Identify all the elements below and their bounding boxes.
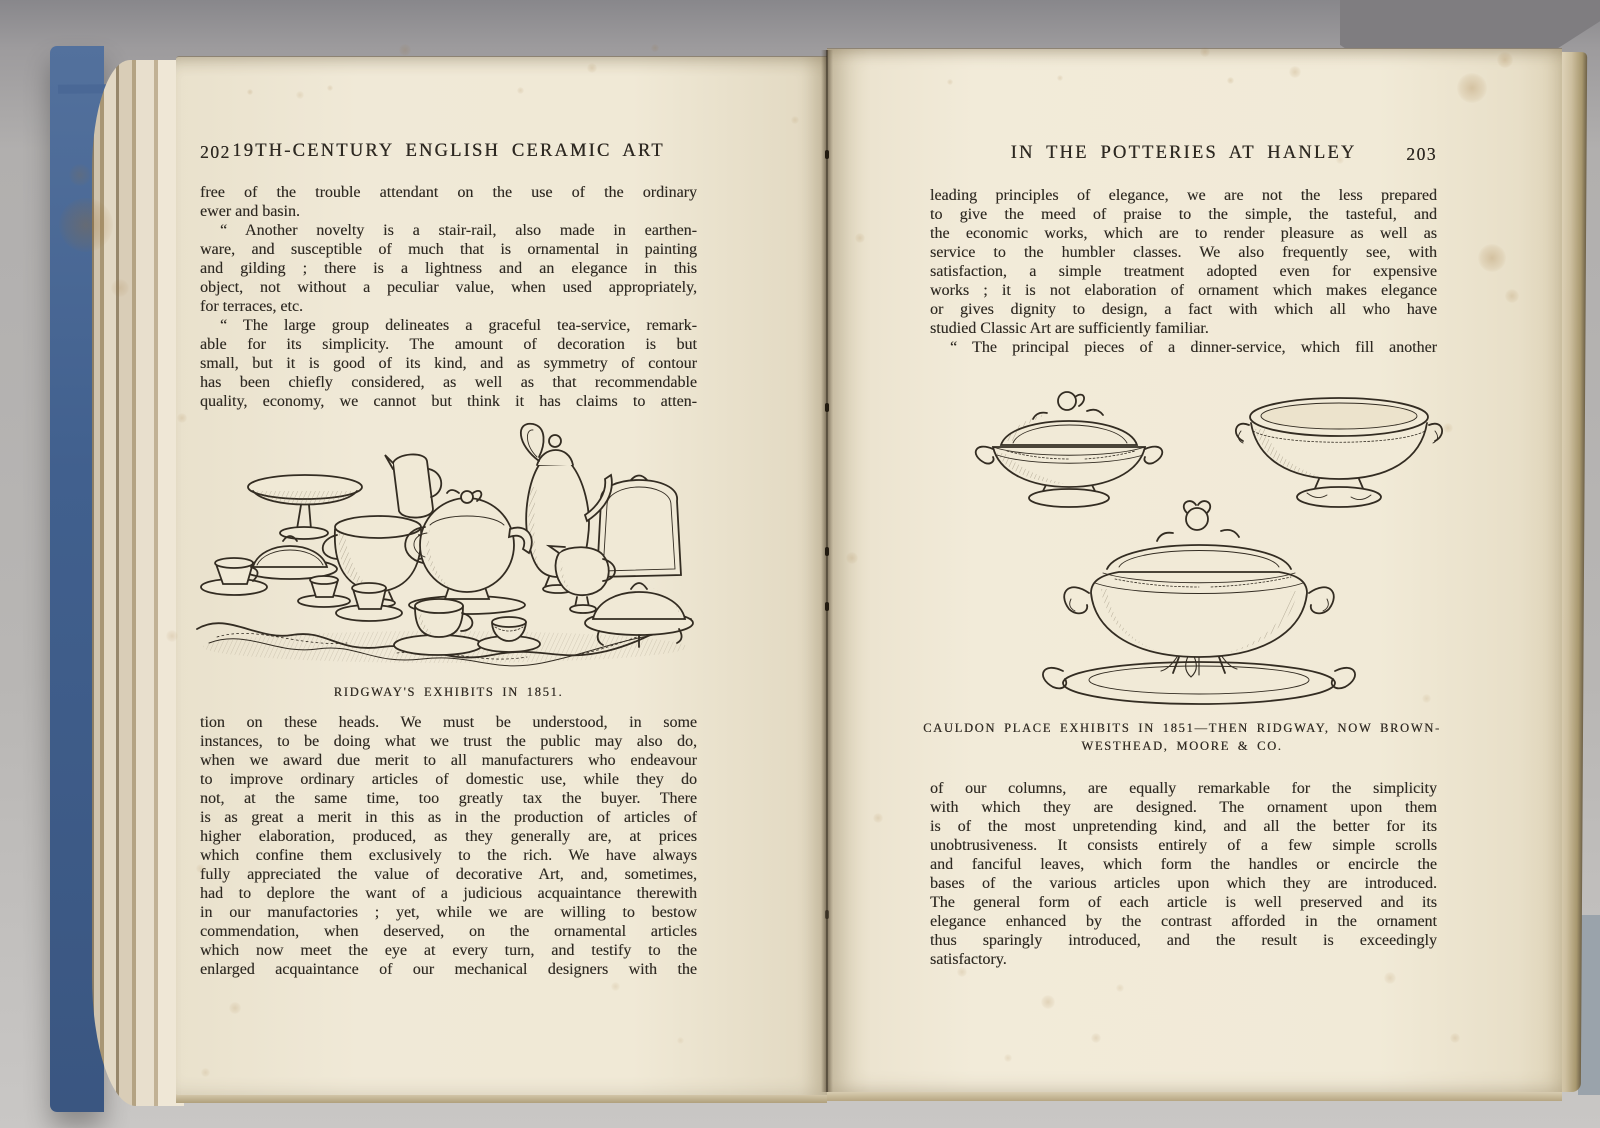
- text-line: enlarged acquaintance of our mechanical designers with the: [200, 961, 697, 978]
- covered-tureen: [976, 392, 1163, 507]
- foxing-spot: [517, 87, 524, 94]
- open-bowl: [1236, 398, 1442, 507]
- stitch-mark: [825, 403, 829, 412]
- text-line: leading principles of elegance, we are not the less prepared: [930, 187, 1437, 204]
- text-line: and fanciful leaves, which form the handles or encircle the: [930, 856, 1437, 873]
- text-line: The general form of each article is well preserved and its: [930, 894, 1437, 911]
- text-line: is as great a merit in this as in the production of articles of: [200, 809, 697, 826]
- cream-pitcher: [385, 454, 441, 517]
- left-page-title: 19TH-CENTURY ENGLISH CERAMIC ART: [232, 141, 665, 161]
- text-line: of our columns, are equally remarkable for the simplicity: [930, 780, 1437, 797]
- foxing-spot: [327, 85, 333, 91]
- text-line: service to the humbler classes. We also frequently see, with: [930, 244, 1437, 261]
- foxing-spot: [873, 813, 883, 823]
- foxing-spot: [296, 91, 304, 99]
- text-line: bases of the various articles upon which they are introduced.: [930, 875, 1437, 892]
- stitch-mark: [825, 547, 829, 556]
- text-line: and gilding ; there is a lightness and an elegance in this: [200, 260, 697, 277]
- foxing-spot: [957, 967, 967, 977]
- foxing-spot: [611, 982, 620, 991]
- left-page-header: [200, 141, 697, 165]
- text-line: fully appreciated the value of decorative Art, and, sometimes,: [200, 866, 697, 883]
- foxing-spot: [1227, 77, 1234, 84]
- left-page-bottom-edge: [176, 1094, 827, 1103]
- right-illustration-caption-line2: WESTHEAD, MOORE & CO.: [1081, 739, 1283, 753]
- foxing-spot: [111, 279, 129, 297]
- foxing-spot: [947, 79, 953, 85]
- tea-service-illustration: [187, 417, 702, 679]
- foxing-spot: [855, 233, 865, 243]
- right-page-title: IN THE POTTERIES AT HANLEY: [1010, 143, 1357, 163]
- large-tureen: [1043, 501, 1355, 704]
- foxing-spot: [1457, 73, 1487, 103]
- stitch-mark: [825, 602, 829, 611]
- paragraph: [200, 316, 697, 411]
- foxing-spot: [1200, 47, 1210, 57]
- left-page: [176, 56, 827, 1095]
- text-line: small, but it is good of its kind, and as symmetry of contour: [200, 355, 697, 372]
- text-line: studied Classic Art are sufficiently familiar.: [930, 320, 1209, 337]
- foxing-spot: [1057, 75, 1063, 81]
- text-line: able for its simplicity. The amount of decoration is but: [200, 336, 697, 353]
- text-line: is of the most unpretending kind, and all the better for its: [930, 818, 1437, 835]
- text-line: has been chiefly considered, as well as that recommendable: [200, 374, 697, 391]
- foxing-spot: [846, 552, 858, 564]
- text-line: quality, economy, we cannot but think it has claims to atten-: [200, 393, 697, 410]
- text-line: the economic works, which are to render pleasure as well as: [930, 225, 1437, 242]
- text-line: not, at the same time, too greatly tax the buyer. There: [200, 790, 697, 807]
- text-line: which now meet the eye at every turn, and testify to the: [200, 942, 697, 959]
- text-line: or gives dignity to design, a fact with which all who have: [930, 301, 1437, 318]
- right-page-header: [930, 143, 1437, 167]
- text-line: object, not without a peculiar value, when used appropriately,: [200, 279, 697, 296]
- foxing-spot: [1289, 66, 1301, 78]
- text-line: when we award due merit to all manufacturers who endeavour: [200, 752, 697, 769]
- foxing-spot: [1041, 995, 1055, 1009]
- foxing-spot: [247, 89, 253, 95]
- text-line: thus sparingly introduced, and the result is exceedingly: [930, 932, 1437, 949]
- foxing-spot: [1478, 244, 1506, 272]
- text-line: free of the trouble attendant on the use of the ordinary: [200, 184, 697, 201]
- tureens-illustration: [935, 361, 1455, 713]
- paragraph: [200, 713, 697, 979]
- foxing-spot: [177, 413, 187, 423]
- foxing-spot: [196, 864, 205, 873]
- right-page-bottom-edge: [827, 1091, 1562, 1101]
- left-page-number: 202: [200, 142, 231, 162]
- foxing-spot: [677, 1037, 684, 1044]
- text-line: with which they are designed. The ornament upon them: [930, 799, 1437, 816]
- foxing-spot: [69, 164, 91, 186]
- foxing-spot: [1384, 972, 1396, 984]
- text-line: had to deplore the want of a judicious acquaintance therewith: [200, 885, 697, 902]
- text-line: to give the meed of praise to the simple, the tasteful, and: [930, 206, 1437, 223]
- text-line: which confine them exclusively to the rich. We have always: [200, 847, 697, 864]
- book-gutter: [821, 50, 833, 1092]
- foxing-spot: [651, 44, 659, 52]
- text-line: ware, and susceptible of much that is ornamental in painting: [200, 241, 697, 258]
- text-line: instances, to be doing what we trust the public may also do,: [200, 733, 697, 750]
- paragraph: [200, 183, 697, 221]
- foxing-spot: [1450, 1033, 1460, 1043]
- left-illustration-caption: RIDGWAY'S EXHIBITS IN 1851.: [333, 685, 564, 699]
- foxing-spot: [1091, 1033, 1101, 1043]
- text-line: “ The principal pieces of a dinner-service, which fill another: [950, 339, 1437, 356]
- text-line: “ Another novelty is a stair-rail, also made in earthen-: [220, 222, 697, 239]
- text-line: satisfaction, a simple treatment adopted even for expensive: [930, 263, 1437, 280]
- paragraph: [930, 779, 1437, 969]
- right-page-text-top: [930, 186, 1437, 357]
- text-line: unobtrusiveness. It consists entirely of a few simple scrolls: [930, 837, 1437, 854]
- text-line: works ; it is not elaboration of ornament which makes elegance: [930, 282, 1437, 299]
- stitch-mark: [825, 150, 829, 159]
- text-line: ewer and basin.: [200, 203, 300, 220]
- right-page: [827, 48, 1562, 1092]
- left-page-text-bottom: [200, 713, 697, 979]
- text-line: commendation, when deserved, on the ornamental articles: [200, 923, 697, 940]
- foxing-spot: [1443, 423, 1453, 433]
- text-line: “ The large group delineates a graceful tea-service, remark-: [220, 317, 697, 334]
- text-line: tion on these heads. We must be understood, in some: [200, 714, 697, 731]
- foxing-spot: [1004, 1054, 1012, 1062]
- foxing-spot: [1116, 984, 1124, 992]
- foxing-spot: [791, 116, 799, 124]
- foxing-spot: [1422, 694, 1431, 703]
- text-line: higher elaboration, produced, as they generally are, at prices: [200, 828, 697, 845]
- foxing-spot: [399, 44, 411, 56]
- foxing-spot: [229, 1002, 241, 1014]
- paragraph: [200, 221, 697, 316]
- foxing-spot: [59, 198, 113, 252]
- foxing-spot: [201, 1068, 210, 1077]
- stitch-mark: [825, 910, 829, 919]
- foxing-spot: [1505, 289, 1519, 303]
- right-page-text-bottom: [930, 779, 1437, 969]
- text-line: for terraces, etc.: [200, 298, 304, 315]
- foxing-spot: [1336, 156, 1344, 164]
- foxing-spot: [166, 630, 178, 642]
- left-page-text-top: [200, 183, 697, 411]
- text-line: satisfactory.: [930, 951, 1007, 968]
- paragraph: [930, 338, 1437, 357]
- text-line: in our manufactories ; yet, while we are willing to bestow: [200, 904, 697, 921]
- text-line: to improve ordinary articles of domestic use, while they do: [200, 771, 697, 788]
- right-illustration-caption-line1: CAULDON PLACE EXHIBITS IN 1851—THEN RIDGWAY, NOW BROWN-: [923, 721, 1441, 735]
- paragraph: [930, 186, 1437, 338]
- right-page-number: 203: [1406, 144, 1437, 164]
- foxing-spot: [1497, 52, 1513, 68]
- text-line: elegance enhanced by the contrast afforded in the ornament: [930, 913, 1437, 930]
- foxing-spot: [587, 63, 597, 73]
